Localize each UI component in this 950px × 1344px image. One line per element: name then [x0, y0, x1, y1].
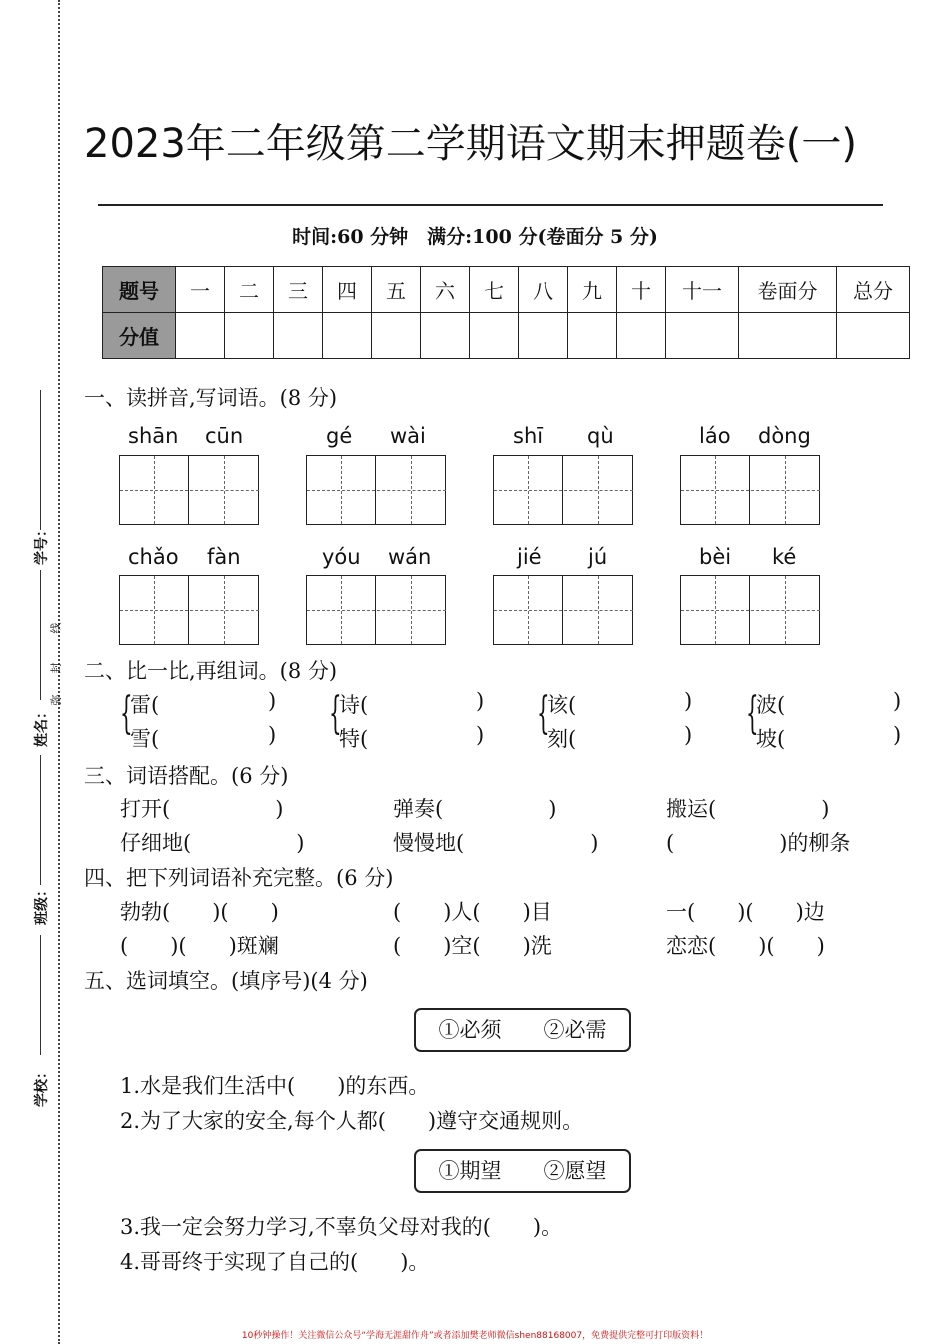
- compare-char: 波(: [756, 693, 786, 717]
- word-choice-box-1: ①必须 ②必需: [414, 1008, 631, 1052]
- class-label: 班级：: [34, 883, 50, 925]
- question-3: 3.我一定会努力学习,不辜负父母对我的( )。: [120, 1215, 563, 1239]
- score-cell: 八: [519, 267, 568, 313]
- compare-char: 诗(: [339, 693, 369, 717]
- idiom-item: ( )人( )目: [393, 900, 552, 924]
- score-cell: 十一: [666, 267, 739, 313]
- score-blank[interactable]: [666, 313, 739, 359]
- student-id-label: 学号：: [34, 523, 50, 565]
- score-header-row: [103, 267, 910, 313]
- compare-char: 雷(: [130, 693, 160, 717]
- score-blank[interactable]: [739, 313, 837, 359]
- score-cell: 七: [470, 267, 519, 313]
- tianzige-pair[interactable]: [306, 575, 446, 645]
- match-item: ( )的柳条: [666, 831, 851, 855]
- pinyin: dòng: [758, 424, 811, 448]
- seal-mi: 弥: [49, 694, 63, 706]
- score-cell: 十: [617, 267, 666, 313]
- score-cell: 三: [274, 267, 323, 313]
- close-paren: ): [893, 689, 902, 713]
- pinyin: wán: [388, 545, 432, 569]
- tianzige-pair[interactable]: [119, 455, 259, 525]
- brace: {: [120, 688, 133, 739]
- score-cell: 题号: [103, 267, 176, 313]
- page-title: 2023年二年级第二学期语文期末押题卷(一): [84, 121, 858, 167]
- close-paren: ): [268, 723, 277, 747]
- name-label: 姓名：: [34, 705, 50, 747]
- compare-char: 该(: [547, 693, 577, 717]
- match-item: 慢慢地( ): [393, 831, 599, 855]
- score-blank[interactable]: [568, 313, 617, 359]
- seal-xian: 线: [49, 622, 63, 634]
- score-blank[interactable]: [421, 313, 470, 359]
- pinyin: cūn: [205, 424, 244, 448]
- score-blank[interactable]: [617, 313, 666, 359]
- pinyin: qù: [587, 424, 614, 448]
- score-blank[interactable]: [837, 313, 910, 359]
- close-paren: ): [684, 689, 693, 713]
- close-paren: ): [893, 723, 902, 747]
- compare-char: 特(: [339, 727, 369, 751]
- score-blank[interactable]: [274, 313, 323, 359]
- match-item: 打开( ): [120, 797, 284, 821]
- score-cell: 分值: [103, 313, 176, 359]
- section-2-title: 二、比一比,再组词。(8 分): [84, 659, 338, 683]
- score-blank[interactable]: [519, 313, 568, 359]
- title-divider: [98, 204, 883, 206]
- pinyin: jú: [588, 545, 608, 569]
- close-paren: ): [476, 723, 485, 747]
- name-line-upper: [40, 570, 41, 700]
- student-id-line: [40, 390, 41, 530]
- pinyin: chǎo: [128, 545, 179, 569]
- pinyin: yóu: [322, 545, 361, 569]
- school-label: 学校：: [34, 1065, 50, 1107]
- brace: {: [537, 688, 550, 739]
- seal-feng: 封: [49, 662, 63, 674]
- score-cell: 五: [372, 267, 421, 313]
- pinyin: fàn: [207, 545, 241, 569]
- match-item: 弹奏( ): [393, 797, 557, 821]
- pinyin: wài: [390, 424, 426, 448]
- tianzige-pair[interactable]: [680, 455, 820, 525]
- pinyin: bèi: [699, 545, 732, 569]
- close-paren: ): [684, 723, 693, 747]
- idiom-item: ( )空( )洗: [393, 934, 552, 958]
- tianzige-pair[interactable]: [680, 575, 820, 645]
- question-2: 2.为了大家的安全,每个人都( )遵守交通规则。: [120, 1109, 584, 1133]
- pinyin: shī: [513, 424, 544, 448]
- compare-char: 坡(: [756, 727, 786, 751]
- word-choice-box-2: ①期望 ②愿望: [414, 1149, 631, 1193]
- idiom-item: 恋恋( )( ): [666, 934, 825, 958]
- question-4: 4.哥哥终于实现了自己的( )。: [120, 1250, 430, 1274]
- match-item: 搬运( ): [666, 797, 830, 821]
- score-cell: 卷面分: [739, 267, 837, 313]
- section-3-title: 三、词语搭配。(6 分): [84, 764, 289, 788]
- score-blank[interactable]: [176, 313, 225, 359]
- score-cell: 二: [225, 267, 274, 313]
- idiom-item: ( )( )斑斓: [120, 934, 279, 958]
- score-cell: 总分: [837, 267, 910, 313]
- compare-char: 雪(: [130, 727, 160, 751]
- score-blank[interactable]: [323, 313, 372, 359]
- footer-notice: 10秒钟操作！关注微信公众号“学海无涯甜作舟”或者添加樊老师微信shen88168007，免费提供完整可打印版资料！: [241, 1331, 709, 1341]
- section-1-title: 一、读拼音,写词语。(8 分): [84, 386, 338, 410]
- score-blank[interactable]: [470, 313, 519, 359]
- tianzige-pair[interactable]: [493, 455, 633, 525]
- tianzige-pair[interactable]: [306, 455, 446, 525]
- exam-meta: 时间:60 分钟 满分:100 分(卷面分 5 分): [292, 226, 658, 248]
- score-blank[interactable]: [225, 313, 274, 359]
- section-4-title: 四、把下列词语补充完整。(6 分): [84, 866, 394, 890]
- idiom-item: 一( )( )边: [666, 900, 825, 924]
- score-blank[interactable]: [372, 313, 421, 359]
- section-5-title: 五、选词填空。(填序号)(4 分): [84, 969, 368, 993]
- tianzige-pair[interactable]: [119, 575, 259, 645]
- close-paren: ): [476, 689, 485, 713]
- pinyin: láo: [699, 424, 731, 448]
- compare-char: 刻(: [547, 727, 577, 751]
- score-cell: 一: [176, 267, 225, 313]
- pinyin: ké: [772, 545, 797, 569]
- idiom-item: 勃勃( )( ): [120, 900, 279, 924]
- score-value-row: [103, 313, 910, 359]
- pinyin: shān: [128, 424, 179, 448]
- class-line: [40, 755, 41, 885]
- tianzige-pair[interactable]: [493, 575, 633, 645]
- school-line: [40, 935, 41, 1055]
- score-table: [102, 266, 910, 359]
- question-1: 1.水是我们生活中( )的东西。: [120, 1074, 430, 1098]
- match-item: 仔细地( ): [120, 831, 305, 855]
- score-cell: 六: [421, 267, 470, 313]
- pinyin: gé: [326, 424, 353, 448]
- brace: {: [329, 688, 342, 739]
- close-paren: ): [268, 689, 277, 713]
- score-cell: 四: [323, 267, 372, 313]
- pinyin: jié: [517, 545, 542, 569]
- brace: {: [746, 688, 759, 739]
- score-cell: 九: [568, 267, 617, 313]
